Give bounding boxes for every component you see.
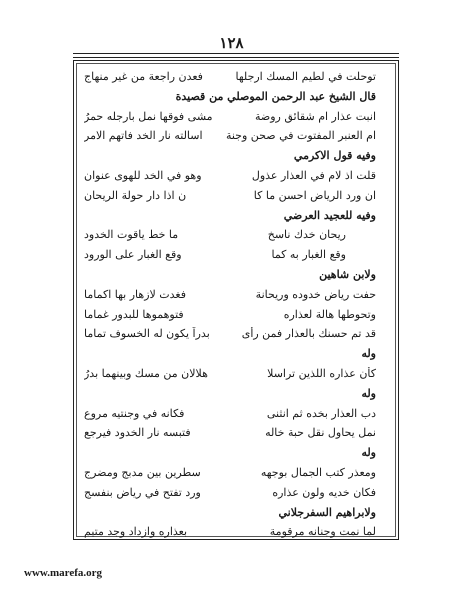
- section-heading: ولابراهيم السفرجلاني: [278, 505, 376, 519]
- verse-second-hemistich: فتوهموها للبدور غماما: [84, 307, 184, 321]
- verse-first-hemistich: ان ورد الرياض احسن ما كا: [253, 188, 376, 202]
- verse-line: [84, 407, 376, 420]
- verse-line: [84, 486, 376, 499]
- verse-line: [84, 70, 376, 83]
- verse-second-hemistich: ن اذا دار حولة الريحان: [84, 188, 187, 202]
- verse-line: [84, 228, 376, 241]
- verse-line: [84, 110, 376, 123]
- verse-line: [84, 525, 376, 538]
- verse-second-hemistich: مشى فوقها نمل بارجله حمرُ: [84, 109, 213, 123]
- verse-line: [84, 367, 376, 380]
- verse-line: [84, 308, 376, 321]
- verse-first-hemistich: لما نمت وجنانه مرقومة: [269, 525, 376, 539]
- verse-second-hemistich: اسالته نار الخد فاتهم الامر: [84, 129, 203, 143]
- verse-second-hemistich: ورد تفتح في رياض بنفسج: [84, 485, 201, 499]
- verse-line: [84, 466, 376, 479]
- verse-line: [84, 248, 376, 261]
- verse-first-hemistich: وقع الغبار به كما: [271, 248, 346, 262]
- verse-line: [84, 189, 376, 202]
- verse-first-hemistich: ريحان خدك ناسخ: [267, 228, 346, 242]
- verse-second-hemistich: سطرين بين مدبج ومضرج: [84, 466, 201, 479]
- verse-second-hemistich: هلالان من مسك وبينهما بدرُ: [84, 367, 208, 380]
- verse-first-hemistich: توحلت في لطيم المسك ارجلها: [235, 70, 376, 83]
- verse-first-hemistich: دب العذار بخده ثم انثنى: [266, 406, 376, 420]
- section-heading: وفيه للعجيد العرضي: [283, 208, 376, 222]
- section-heading: وفيه قول الاكرمي: [293, 149, 376, 163]
- section-heading: ولابن شاهين: [319, 268, 376, 281]
- header-rule: [73, 53, 399, 58]
- verse-second-hemistich: فكانه في وجنتيه مروع: [84, 406, 185, 420]
- verse-first-hemistich: وتحوطها هالة لعذاره: [283, 307, 376, 321]
- verse-first-hemistich: ومعذر كتب الجمال بوجهه: [260, 466, 376, 479]
- verse-first-hemistich: كأن عذاره اللذين تراسلا: [267, 367, 376, 380]
- verse-second-hemistich: فغدت لازهار بها اكماما: [84, 287, 186, 301]
- verse-first-hemistich: فكان خديه ولون عذاره: [272, 485, 376, 499]
- verse-first-hemistich: نمل يحاول نقل حبة خاله: [265, 426, 376, 440]
- verse-second-hemistich: ما خط ياقوت الخدود: [84, 228, 179, 242]
- verse-second-hemistich: وهو في الخد للهوى عنوان: [84, 169, 202, 182]
- verse-line: [84, 327, 376, 340]
- verse-second-hemistich: وقع الغبار على الورود: [84, 248, 182, 262]
- verse-first-hemistich: قد تم حسنك بالعذار فمن رأى: [241, 327, 376, 341]
- section-heading: وله: [361, 347, 376, 361]
- verse-second-hemistich: بعذاره وازداد وجد متيم: [84, 525, 188, 539]
- verse-first-hemistich: قلت اذ لام في العذار عذول: [251, 169, 376, 182]
- verse-second-hemistich: فتبسه نار الخدود فيرجع: [84, 426, 191, 440]
- verse-first-hemistich: انبت عذار ام شقائق روضة: [254, 109, 376, 123]
- verse-first-hemistich: ام العنبر المفتوت في صحن وجنة: [225, 129, 376, 143]
- page-number: ١٢٨: [219, 34, 244, 52]
- verse-line: [84, 288, 376, 301]
- section-heading: وله: [361, 386, 376, 400]
- verse-second-hemistich: فعدن راجعة من غير منهاج: [84, 70, 203, 83]
- verse-line: [84, 426, 376, 439]
- verse-first-hemistich: حفت رياض خدوده وريحانة: [255, 287, 376, 301]
- section-heading: قال الشيخ عبد الرحمن الموصلي من قصيدة: [175, 89, 376, 103]
- verse-line: [84, 169, 376, 182]
- verse-line: [84, 129, 376, 142]
- verse-second-hemistich: بدراً يكون له الخسوف تماما: [84, 327, 210, 341]
- footer-website[interactable]: www.marefa.org: [24, 567, 102, 579]
- section-heading: وله: [361, 446, 376, 460]
